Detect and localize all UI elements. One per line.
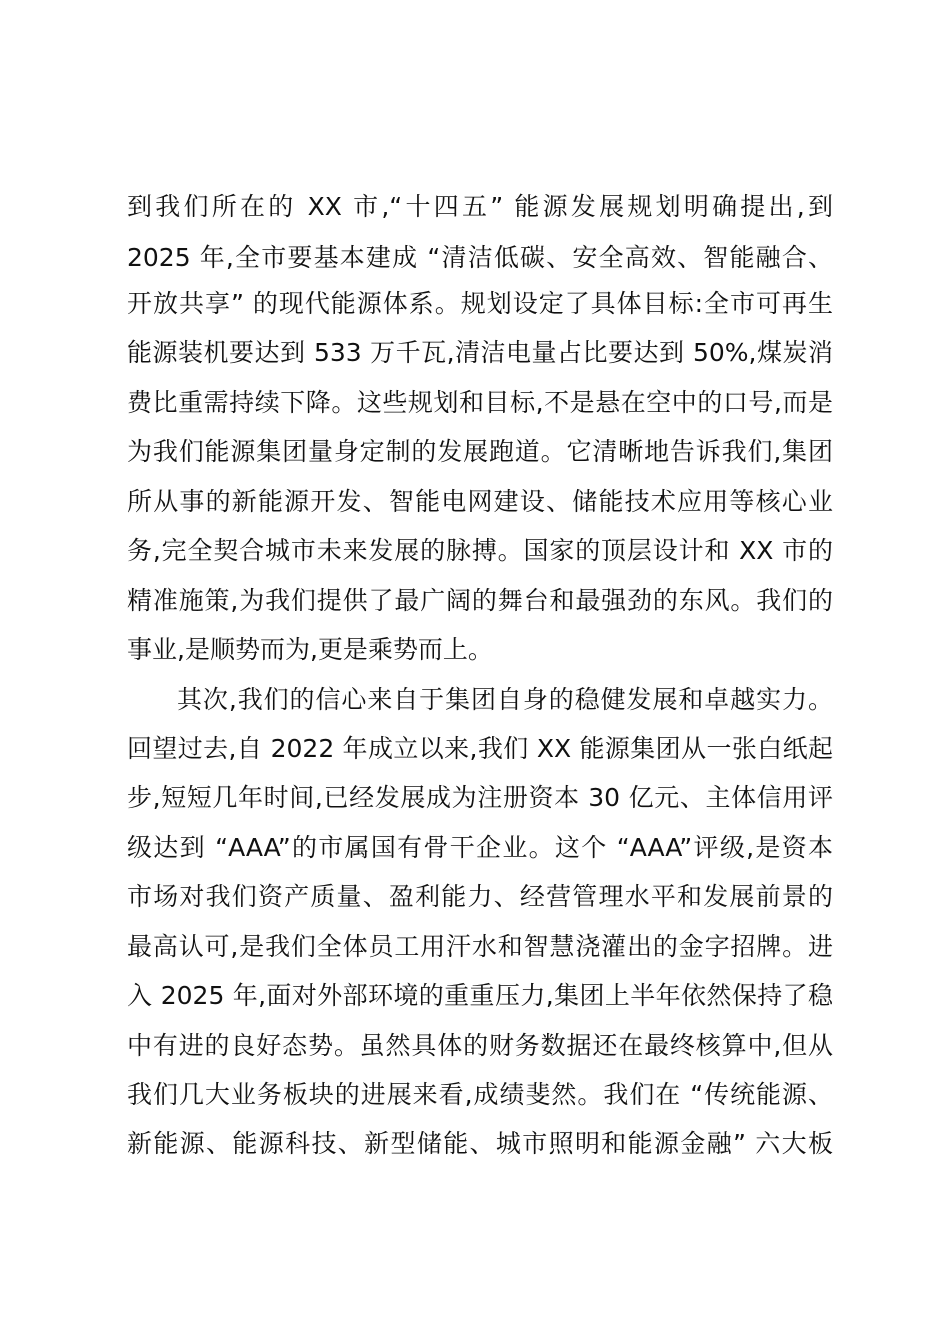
- text-line-8: 务,完全契合城市未来发展的脉搏。国家的顶层设计和 XX 市的: [127, 536, 833, 565]
- text-line-10: 事业,是顺势而为,更是乘势而上。: [127, 635, 493, 664]
- text-line-16: 最高认可,是我们全体员工用汗水和智慧浇灌出的金字招牌。进: [127, 932, 833, 961]
- text-line-12: 回望过去,自 2022 年成立以来,我们 XX 能源集团从一张白纸起: [127, 734, 833, 763]
- text-line-5: 费比重需持续下降。这些规划和目标,不是悬在空中的口号,而是: [127, 388, 833, 417]
- text-line-4: 能源装机要达到 533 万千瓦,清洁电量占比要达到 50%,煤炭消: [127, 338, 833, 367]
- text-line-20: 新能源、能源科技、新型储能、城市照明和能源金融” 六大板: [127, 1129, 833, 1158]
- text-line-9: 精准施策,为我们提供了最广阔的舞台和最强劲的东风。我们的: [127, 586, 833, 615]
- text-line-17: 入 2025 年,面对外部环境的重重压力,集团上半年依然保持了稳: [127, 981, 833, 1010]
- text-line-18: 中有进的良好态势。虽然具体的财务数据还在最终核算中,但从: [127, 1031, 833, 1060]
- text-line-6: 为我们能源集团量身定制的发展跑道。它清晰地告诉我们,集团: [127, 437, 833, 466]
- text-line-19: 我们几大业务板块的进展来看,成绩斐然。我们在 “传统能源、: [127, 1080, 833, 1109]
- text-line-7: 所从事的新能源开发、智能电网建设、储能技术应用等核心业: [127, 487, 833, 516]
- text-line-1: 到我们所在的 XX 市,“十四五” 能源发展规划明确提出,到: [127, 192, 833, 221]
- text-line-2: 2025 年,全市要基本建成 “清洁低碳、安全高效、智能融合、: [127, 243, 833, 272]
- text-line-11: 其次,我们的信心来自于集团自身的稳健发展和卓越实力。: [177, 685, 833, 714]
- text-line-15: 市场对我们资产质量、盈利能力、经营管理水平和发展前景的: [127, 882, 833, 911]
- text-line-14: 级达到 “AAA”的市属国有骨干企业。这个 “AAA”评级,是资本: [127, 833, 833, 862]
- text-line-13: 步,短短几年时间,已经发展成为注册资本 30 亿元、主体信用评: [127, 783, 833, 812]
- text-line-3: 开放共享” 的现代能源体系。规划设定了具体目标:全市可再生: [127, 289, 833, 318]
